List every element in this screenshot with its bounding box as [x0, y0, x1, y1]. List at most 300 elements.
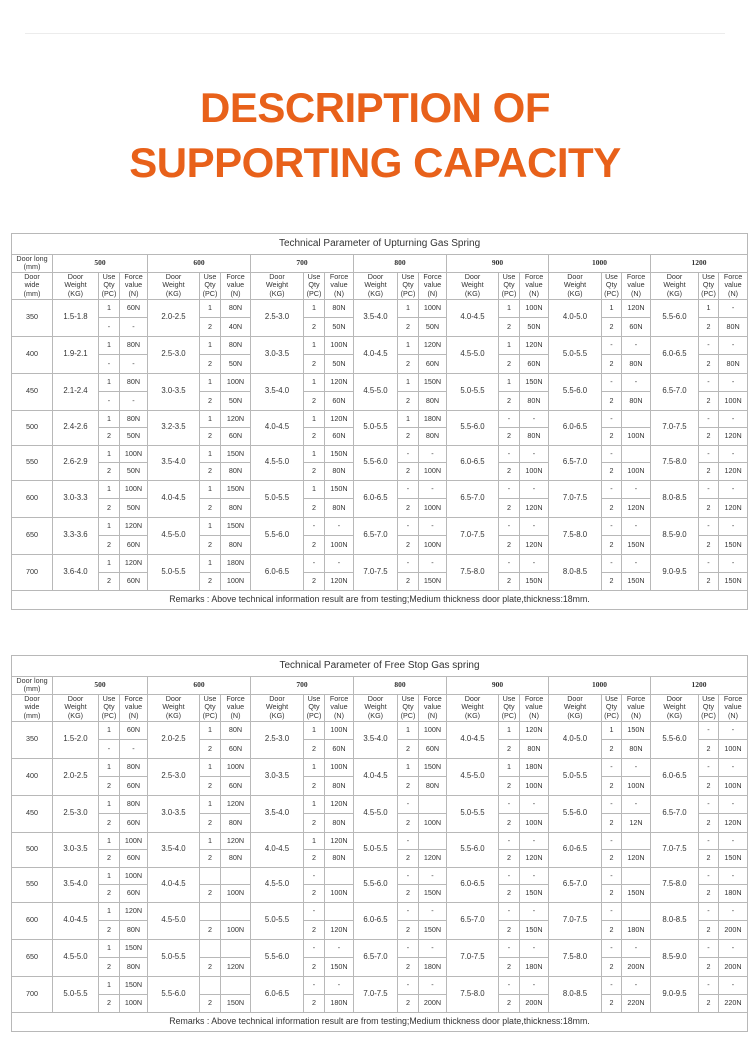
force-value: 80N [419, 428, 447, 446]
use-qty-value: 1 [200, 445, 221, 463]
force-value: 50N [120, 463, 148, 481]
force-value: 100N [419, 499, 447, 518]
force-value: - [520, 554, 549, 572]
use-qty-value: 2 [602, 814, 622, 833]
use-qty-value: 1 [200, 795, 221, 814]
use-qty-value: 2 [602, 499, 622, 518]
force-value: 150N [419, 885, 447, 903]
door-wide-value: 650 [12, 939, 53, 976]
use-qty-value: 2 [602, 572, 622, 590]
force-value-header: Force value (N) [419, 272, 447, 299]
force-value: - [719, 336, 748, 355]
use-qty-value: 2 [602, 355, 622, 374]
use-qty-value: 1 [499, 373, 520, 392]
force-value-header: Force value (N) [120, 694, 148, 721]
door-weight-value: 5.0-5.5 [447, 373, 499, 410]
door-weight-value: 6.5-7.0 [549, 867, 602, 902]
force-value: 220N [719, 994, 748, 1012]
door-weight-value: 4.5-5.0 [354, 795, 398, 832]
use-qty-value: 1 [602, 299, 622, 318]
force-value: 60N [120, 850, 148, 868]
force-value: 180N [622, 921, 651, 940]
force-value: 220N [622, 994, 651, 1012]
use-qty-value: - [398, 939, 419, 958]
use-qty-value: 1 [200, 410, 221, 428]
force-value: 120N [719, 814, 748, 833]
force-value-header: Force value (N) [120, 272, 148, 299]
door-weight-value: 3.0-3.5 [53, 832, 99, 867]
use-qty-header: Use Qty (PC) [99, 694, 120, 721]
door-weight-value: 6.0-6.5 [549, 410, 602, 445]
force-value: - [719, 299, 748, 318]
use-qty-value: 2 [398, 850, 419, 868]
table-row [12, 299, 748, 318]
door-length-header: 800 [354, 677, 447, 695]
force-value: - [719, 480, 748, 499]
door-length-header: 500 [53, 255, 148, 273]
force-value [622, 902, 651, 921]
table-row [12, 832, 748, 850]
force-value: 100N [622, 428, 651, 446]
door-weight-value: 6.0-6.5 [251, 976, 304, 1012]
force-value-header: Force value (N) [325, 272, 354, 299]
door-weight-value: 3.0-3.5 [251, 758, 304, 795]
use-qty-value: - [499, 517, 520, 536]
force-value: 180N [419, 958, 447, 977]
use-qty-value: 2 [304, 499, 325, 518]
use-qty-value: - [602, 795, 622, 814]
use-qty-value: - [304, 867, 325, 885]
door-wide-value: 600 [12, 480, 53, 517]
force-value: 80N [325, 463, 354, 481]
door-weight-value: 5.5-6.0 [354, 445, 398, 480]
door-weight-value: 4.0-5.0 [549, 721, 602, 758]
door-weight-value: 4.0-4.5 [354, 336, 398, 373]
door-weight-value: 6.5-7.0 [651, 795, 699, 832]
use-qty-value: 1 [200, 721, 221, 740]
use-qty-value: 2 [499, 572, 520, 590]
door-weight-value: 2.0-2.5 [53, 758, 99, 795]
door-long-header: Door long (mm) [12, 677, 53, 695]
force-value: 100N [520, 777, 549, 796]
force-value: 150N [719, 850, 748, 868]
use-qty-value: - [699, 939, 719, 958]
force-value: 80N [325, 814, 354, 833]
use-qty-value: 2 [699, 850, 719, 868]
force-value: - [419, 976, 447, 994]
door-wide-value: 350 [12, 721, 53, 758]
use-qty-value: 2 [304, 355, 325, 374]
use-qty-value: 2 [200, 958, 221, 977]
force-value-header: Force value (N) [520, 694, 549, 721]
use-qty-value: - [304, 939, 325, 958]
use-qty-value: 2 [304, 850, 325, 868]
force-value: - [520, 445, 549, 463]
use-qty-value: 2 [499, 994, 520, 1012]
door-weight-value: 5.0-5.5 [549, 336, 602, 373]
use-qty-value: 1 [200, 373, 221, 392]
force-value: - [622, 939, 651, 958]
table-row [12, 939, 748, 958]
use-qty-header: Use Qty (PC) [699, 694, 719, 721]
force-value: 50N [221, 355, 251, 374]
door-weight-value: 6.0-6.5 [354, 480, 398, 517]
door-weight-value: 3.5-4.0 [53, 867, 99, 902]
use-qty-value: 1 [99, 867, 120, 885]
force-value: 150N [325, 958, 354, 977]
force-value: 100N [221, 373, 251, 392]
force-value: 60N [325, 740, 354, 759]
force-value: 50N [325, 355, 354, 374]
door-weight-value: 4.5-5.0 [53, 939, 99, 976]
table-row [12, 758, 748, 777]
force-value: 180N [520, 758, 549, 777]
force-value: 80N [325, 850, 354, 868]
force-value: 80N [622, 355, 651, 374]
use-qty-value: 2 [200, 814, 221, 833]
force-value: 80N [325, 777, 354, 796]
use-qty-value: 1 [304, 480, 325, 499]
use-qty-value: 2 [398, 777, 419, 796]
use-qty-value: 2 [200, 428, 221, 446]
force-value: - [419, 445, 447, 463]
force-value [221, 976, 251, 994]
use-qty-value: 2 [499, 740, 520, 759]
use-qty-value: - [398, 517, 419, 536]
table-row [12, 410, 748, 428]
use-qty-value: - [602, 939, 622, 958]
force-value: 60N [221, 777, 251, 796]
door-weight-value: 7.0-7.5 [549, 902, 602, 939]
force-value: 80N [622, 392, 651, 411]
use-qty-value: 2 [200, 572, 221, 590]
force-value: 100N [622, 463, 651, 481]
door-weight-value: 8.0-8.5 [549, 554, 602, 590]
use-qty-value: - [602, 832, 622, 850]
use-qty-value: 1 [99, 939, 120, 958]
use-qty-value: 1 [99, 517, 120, 536]
door-weight-value: 4.5-5.0 [447, 758, 499, 795]
force-value: 120N [520, 721, 549, 740]
force-value: 120N [221, 832, 251, 850]
use-qty-value: 2 [699, 499, 719, 518]
force-value: 50N [520, 318, 549, 337]
use-qty-value: 2 [99, 572, 120, 590]
use-qty-value: 2 [602, 958, 622, 977]
use-qty-value: 1 [99, 832, 120, 850]
use-qty-value: 1 [99, 480, 120, 499]
force-value: 80N [325, 299, 354, 318]
use-qty-header: Use Qty (PC) [398, 272, 419, 299]
door-length-header: 600 [148, 677, 251, 695]
use-qty-value: - [499, 832, 520, 850]
use-qty-value: - [499, 902, 520, 921]
door-weight-header: Door Weight (KG) [251, 272, 304, 299]
door-length-header: 700 [251, 677, 354, 695]
force-value: 60N [520, 355, 549, 374]
force-value: 100N [520, 463, 549, 481]
door-weight-value: 4.5-5.0 [447, 336, 499, 373]
table-row [12, 517, 748, 536]
force-value: 80N [520, 392, 549, 411]
use-qty-value: - [602, 373, 622, 392]
door-weight-value: 2.5-3.0 [251, 299, 304, 336]
door-wide-value: 450 [12, 795, 53, 832]
use-qty-value: 1 [99, 445, 120, 463]
force-value: 180N [325, 994, 354, 1012]
use-qty-value: 2 [304, 958, 325, 977]
door-weight-value: 5.5-6.0 [447, 410, 499, 445]
use-qty-header: Use Qty (PC) [602, 272, 622, 299]
use-qty-header: Use Qty (PC) [499, 272, 520, 299]
door-wide-value: 550 [12, 445, 53, 480]
table-row [12, 554, 748, 572]
door-weight-value: 3.0-3.3 [53, 480, 99, 517]
force-value: 150N [120, 976, 148, 994]
door-weight-header: Door Weight (KG) [354, 272, 398, 299]
door-weight-value: 7.0-7.5 [651, 410, 699, 445]
door-weight-value: 6.5-7.0 [354, 939, 398, 976]
use-qty-value: - [304, 902, 325, 921]
use-qty-value: 1 [99, 976, 120, 994]
force-value: 100N [325, 336, 354, 355]
force-value: 60N [120, 572, 148, 590]
force-value: 200N [419, 994, 447, 1012]
use-qty-value: 2 [398, 814, 419, 833]
force-value: 150N [221, 480, 251, 499]
use-qty-header: Use Qty (PC) [602, 694, 622, 721]
door-weight-header: Door Weight (KG) [447, 272, 499, 299]
use-qty-value: 2 [99, 921, 120, 940]
force-value: 60N [325, 392, 354, 411]
table-title: Technical Parameter of Free Stop Gas spring [12, 656, 748, 677]
door-weight-value: 5.5-6.0 [251, 939, 304, 976]
force-value: - [719, 758, 748, 777]
door-weight-value: 6.0-6.5 [447, 445, 499, 480]
use-qty-value: - [699, 373, 719, 392]
door-weight-value: 7.0-7.5 [651, 832, 699, 867]
table-row [12, 480, 748, 499]
use-qty-value: 2 [499, 777, 520, 796]
use-qty-value: 1 [99, 373, 120, 392]
door-weight-value: 2.5-3.0 [148, 336, 200, 373]
force-value: - [719, 410, 748, 428]
use-qty-value: 2 [99, 777, 120, 796]
door-weight-value: 7.5-8.0 [651, 867, 699, 902]
force-value: 80N [419, 777, 447, 796]
use-qty-value: - [602, 480, 622, 499]
door-weight-value: 7.0-7.5 [354, 976, 398, 1012]
door-length-header: 1000 [549, 255, 651, 273]
force-value [221, 902, 251, 921]
force-value-header: Force value (N) [719, 272, 748, 299]
force-value: 180N [419, 410, 447, 428]
force-value: - [622, 517, 651, 536]
force-value-header: Force value (N) [221, 272, 251, 299]
parameter-table [11, 655, 748, 1032]
force-value: 120N [520, 499, 549, 518]
force-value: 100N [520, 299, 549, 318]
use-qty-value: 1 [200, 299, 221, 318]
table-row [12, 867, 748, 885]
use-qty-value: - [499, 976, 520, 994]
use-qty-value: 1 [99, 721, 120, 740]
force-value: 100N [719, 777, 748, 796]
force-value: 80N [221, 814, 251, 833]
door-weight-value: 5.0-5.5 [354, 832, 398, 867]
force-value [622, 832, 651, 850]
use-qty-value: 2 [602, 921, 622, 940]
use-qty-value: - [602, 517, 622, 536]
use-qty-value: - [602, 976, 622, 994]
use-qty-value: 2 [99, 850, 120, 868]
force-value: - [719, 795, 748, 814]
use-qty-header: Use Qty (PC) [200, 272, 221, 299]
use-qty-value: 2 [699, 740, 719, 759]
use-qty-value: - [398, 554, 419, 572]
use-qty-value: 2 [200, 994, 221, 1012]
force-value: 120N [719, 499, 748, 518]
door-weight-value: 4.0-5.0 [549, 299, 602, 336]
force-value: 120N [419, 336, 447, 355]
door-weight-value: 2.5-3.0 [148, 758, 200, 795]
force-value: - [520, 480, 549, 499]
use-qty-value: 2 [398, 355, 419, 374]
use-qty-value: 2 [699, 777, 719, 796]
force-value: 120N [325, 921, 354, 940]
use-qty-value: 1 [398, 299, 419, 318]
force-value: 80N [719, 318, 748, 337]
force-value: - [719, 976, 748, 994]
door-weight-value: 6.5-7.0 [549, 445, 602, 480]
force-value: 150N [325, 445, 354, 463]
use-qty-value: 2 [398, 740, 419, 759]
use-qty-value: 2 [699, 318, 719, 337]
parameter-table [11, 233, 748, 610]
force-value: 100N [325, 721, 354, 740]
door-weight-value: 2.0-2.5 [148, 721, 200, 758]
force-value: 50N [325, 318, 354, 337]
door-weight-value: 5.0-5.5 [354, 410, 398, 445]
door-wide-header: Door wide (mm) [12, 694, 53, 721]
use-qty-value: - [398, 795, 419, 814]
force-value: 120N [325, 410, 354, 428]
door-length-header: 700 [251, 255, 354, 273]
force-value: - [719, 554, 748, 572]
table-row [12, 721, 748, 740]
door-weight-value: 8.0-8.5 [651, 902, 699, 939]
use-qty-value: - [304, 976, 325, 994]
use-qty-value: 2 [398, 318, 419, 337]
use-qty-value: 2 [602, 463, 622, 481]
use-qty-value: 2 [200, 921, 221, 940]
force-value: 50N [120, 428, 148, 446]
door-weight-value: 2.6-2.9 [53, 445, 99, 480]
force-value: 150N [622, 885, 651, 903]
force-value: 150N [221, 445, 251, 463]
use-qty-value: 1 [398, 410, 419, 428]
door-weight-value: 6.0-6.5 [549, 832, 602, 867]
use-qty-value: 2 [99, 428, 120, 446]
use-qty-value: 2 [499, 958, 520, 977]
door-weight-value: 4.0-4.5 [148, 867, 200, 902]
force-value: - [520, 976, 549, 994]
force-value: 60N [221, 740, 251, 759]
door-weight-value: 1.5-2.0 [53, 721, 99, 758]
door-weight-value: 3.5-4.0 [354, 721, 398, 758]
force-value: 120N [622, 499, 651, 518]
force-value [419, 832, 447, 850]
door-weight-value: 3.5-4.0 [251, 795, 304, 832]
force-value: 120N [719, 463, 748, 481]
door-wide-value: 600 [12, 902, 53, 939]
use-qty-value: - [602, 336, 622, 355]
use-qty-value: - [99, 392, 120, 411]
door-weight-value: 5.0-5.5 [148, 554, 200, 590]
use-qty-value: 2 [499, 428, 520, 446]
force-value-header: Force value (N) [719, 694, 748, 721]
door-weight-value: 5.5-6.0 [447, 832, 499, 867]
door-weight-value: 4.0-4.5 [148, 480, 200, 517]
use-qty-value: - [398, 445, 419, 463]
door-weight-value: 5.5-6.0 [549, 795, 602, 832]
force-value: 60N [622, 318, 651, 337]
force-value: 150N [419, 373, 447, 392]
force-value: 80N [419, 392, 447, 411]
use-qty-value: - [699, 554, 719, 572]
force-value: 100N [221, 921, 251, 940]
door-weight-value: 4.5-5.0 [148, 517, 200, 554]
use-qty-value: 2 [699, 463, 719, 481]
force-value: - [719, 373, 748, 392]
force-value: 80N [221, 336, 251, 355]
force-value: - [622, 758, 651, 777]
use-qty-value: - [602, 758, 622, 777]
force-value: 80N [520, 428, 549, 446]
door-weight-value: 4.0-4.5 [53, 902, 99, 939]
door-weight-header: Door Weight (KG) [354, 694, 398, 721]
use-qty-value: 1 [398, 336, 419, 355]
use-qty-value: 2 [200, 777, 221, 796]
use-qty-value: - [398, 480, 419, 499]
force-value: - [419, 902, 447, 921]
force-value: - [622, 795, 651, 814]
door-length-header: 800 [354, 255, 447, 273]
force-value: 100N [622, 777, 651, 796]
use-qty-value: 2 [304, 777, 325, 796]
door-weight-value: 4.5-5.0 [251, 867, 304, 902]
force-value: 120N [325, 572, 354, 590]
door-weight-value: 3.0-3.5 [251, 336, 304, 373]
force-value: 120N [622, 299, 651, 318]
force-value: 150N [221, 994, 251, 1012]
door-weight-value: 7.0-7.5 [549, 480, 602, 517]
door-wide-value: 550 [12, 867, 53, 902]
door-weight-value: 8.0-8.5 [651, 480, 699, 517]
force-value: 80N [120, 758, 148, 777]
door-weight-value: 1.5-1.8 [53, 299, 99, 336]
table-title: Technical Parameter of Upturning Gas Spring [12, 234, 748, 255]
force-value: 100N [120, 994, 148, 1012]
door-wide-value: 450 [12, 373, 53, 410]
use-qty-value: 2 [99, 499, 120, 518]
force-value: 80N [719, 355, 748, 374]
force-value: - [419, 554, 447, 572]
door-weight-value: 3.5-4.0 [354, 299, 398, 336]
force-value: - [520, 832, 549, 850]
force-value [221, 867, 251, 885]
door-wide-value: 500 [12, 410, 53, 445]
